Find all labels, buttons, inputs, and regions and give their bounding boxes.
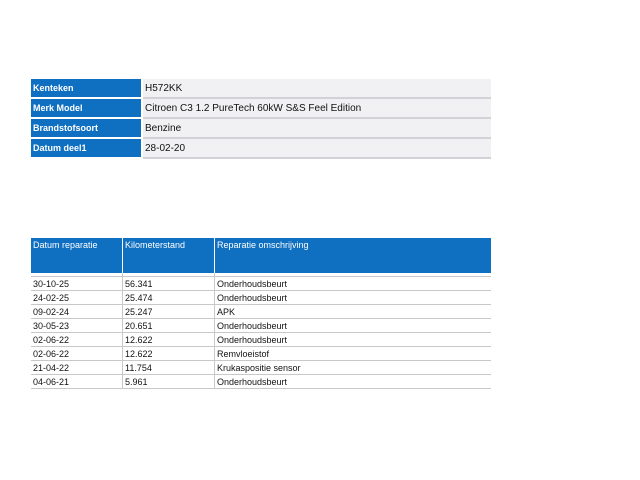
table-row — [31, 375, 491, 389]
vehicle-label: Merk Model — [31, 98, 142, 118]
repair-mileage: 5.961 — [123, 375, 215, 389]
vehicle-row-kenteken — [31, 79, 491, 98]
vehicle-label: Kenteken — [31, 79, 142, 98]
repair-description: Onderhoudsbeurt — [215, 291, 492, 305]
vehicle-label: Datum deel1 — [31, 138, 142, 158]
repair-date: 02-06-22 — [31, 347, 123, 361]
repair-date: 30-10-25 — [31, 277, 123, 291]
table-row — [31, 305, 491, 319]
table-row — [31, 277, 491, 291]
repair-mileage: 56.341 — [123, 277, 215, 291]
repair-description: Onderhoudsbeurt — [215, 319, 492, 333]
vehicle-value: Citroen C3 1.2 PureTech 60kW S&S Feel Edition — [142, 98, 491, 118]
repair-mileage: 12.622 — [123, 347, 215, 361]
vehicle-value: Benzine — [142, 118, 491, 138]
repair-mileage: 12.622 — [123, 333, 215, 347]
table-row — [31, 319, 491, 333]
repair-description: Remvloeistof — [215, 347, 492, 361]
repair-history-table — [31, 238, 491, 389]
repair-description: Onderhoudsbeurt — [215, 333, 492, 347]
vehicle-row-merk-model — [31, 98, 491, 118]
repair-description: Onderhoudsbeurt — [215, 375, 492, 389]
table-row — [31, 333, 491, 347]
table-row — [31, 291, 491, 305]
column-header-date: Datum reparatie — [31, 238, 123, 273]
repair-mileage: 20.651 — [123, 319, 215, 333]
vehicle-row-datum-deel1 — [31, 138, 491, 158]
repair-mileage: 25.247 — [123, 305, 215, 319]
vehicle-value: 28-02-20 — [142, 138, 491, 158]
table-row — [31, 347, 491, 361]
repair-description: Onderhoudsbeurt — [215, 277, 492, 291]
repair-mileage: 25.474 — [123, 291, 215, 305]
table-row — [31, 361, 491, 375]
repair-description: Krukaspositie sensor — [215, 361, 492, 375]
repair-date: 21-04-22 — [31, 361, 123, 375]
vehicle-row-brandstofsoort — [31, 118, 491, 138]
repair-date: 02-06-22 — [31, 333, 123, 347]
vehicle-value: H572KK — [142, 79, 491, 98]
repair-date: 24-02-25 — [31, 291, 123, 305]
column-header-mileage: Kilometerstand — [123, 238, 215, 273]
repair-date: 09-02-24 — [31, 305, 123, 319]
repair-date: 04-06-21 — [31, 375, 123, 389]
repair-mileage: 11.754 — [123, 361, 215, 375]
column-header-description: Reparatie omschrijving — [215, 238, 492, 273]
vehicle-label: Brandstofsoort — [31, 118, 142, 138]
repair-header-row — [31, 238, 491, 273]
repair-description: APK — [215, 305, 492, 319]
repair-date: 30-05-23 — [31, 319, 123, 333]
vehicle-info-table — [31, 79, 491, 159]
